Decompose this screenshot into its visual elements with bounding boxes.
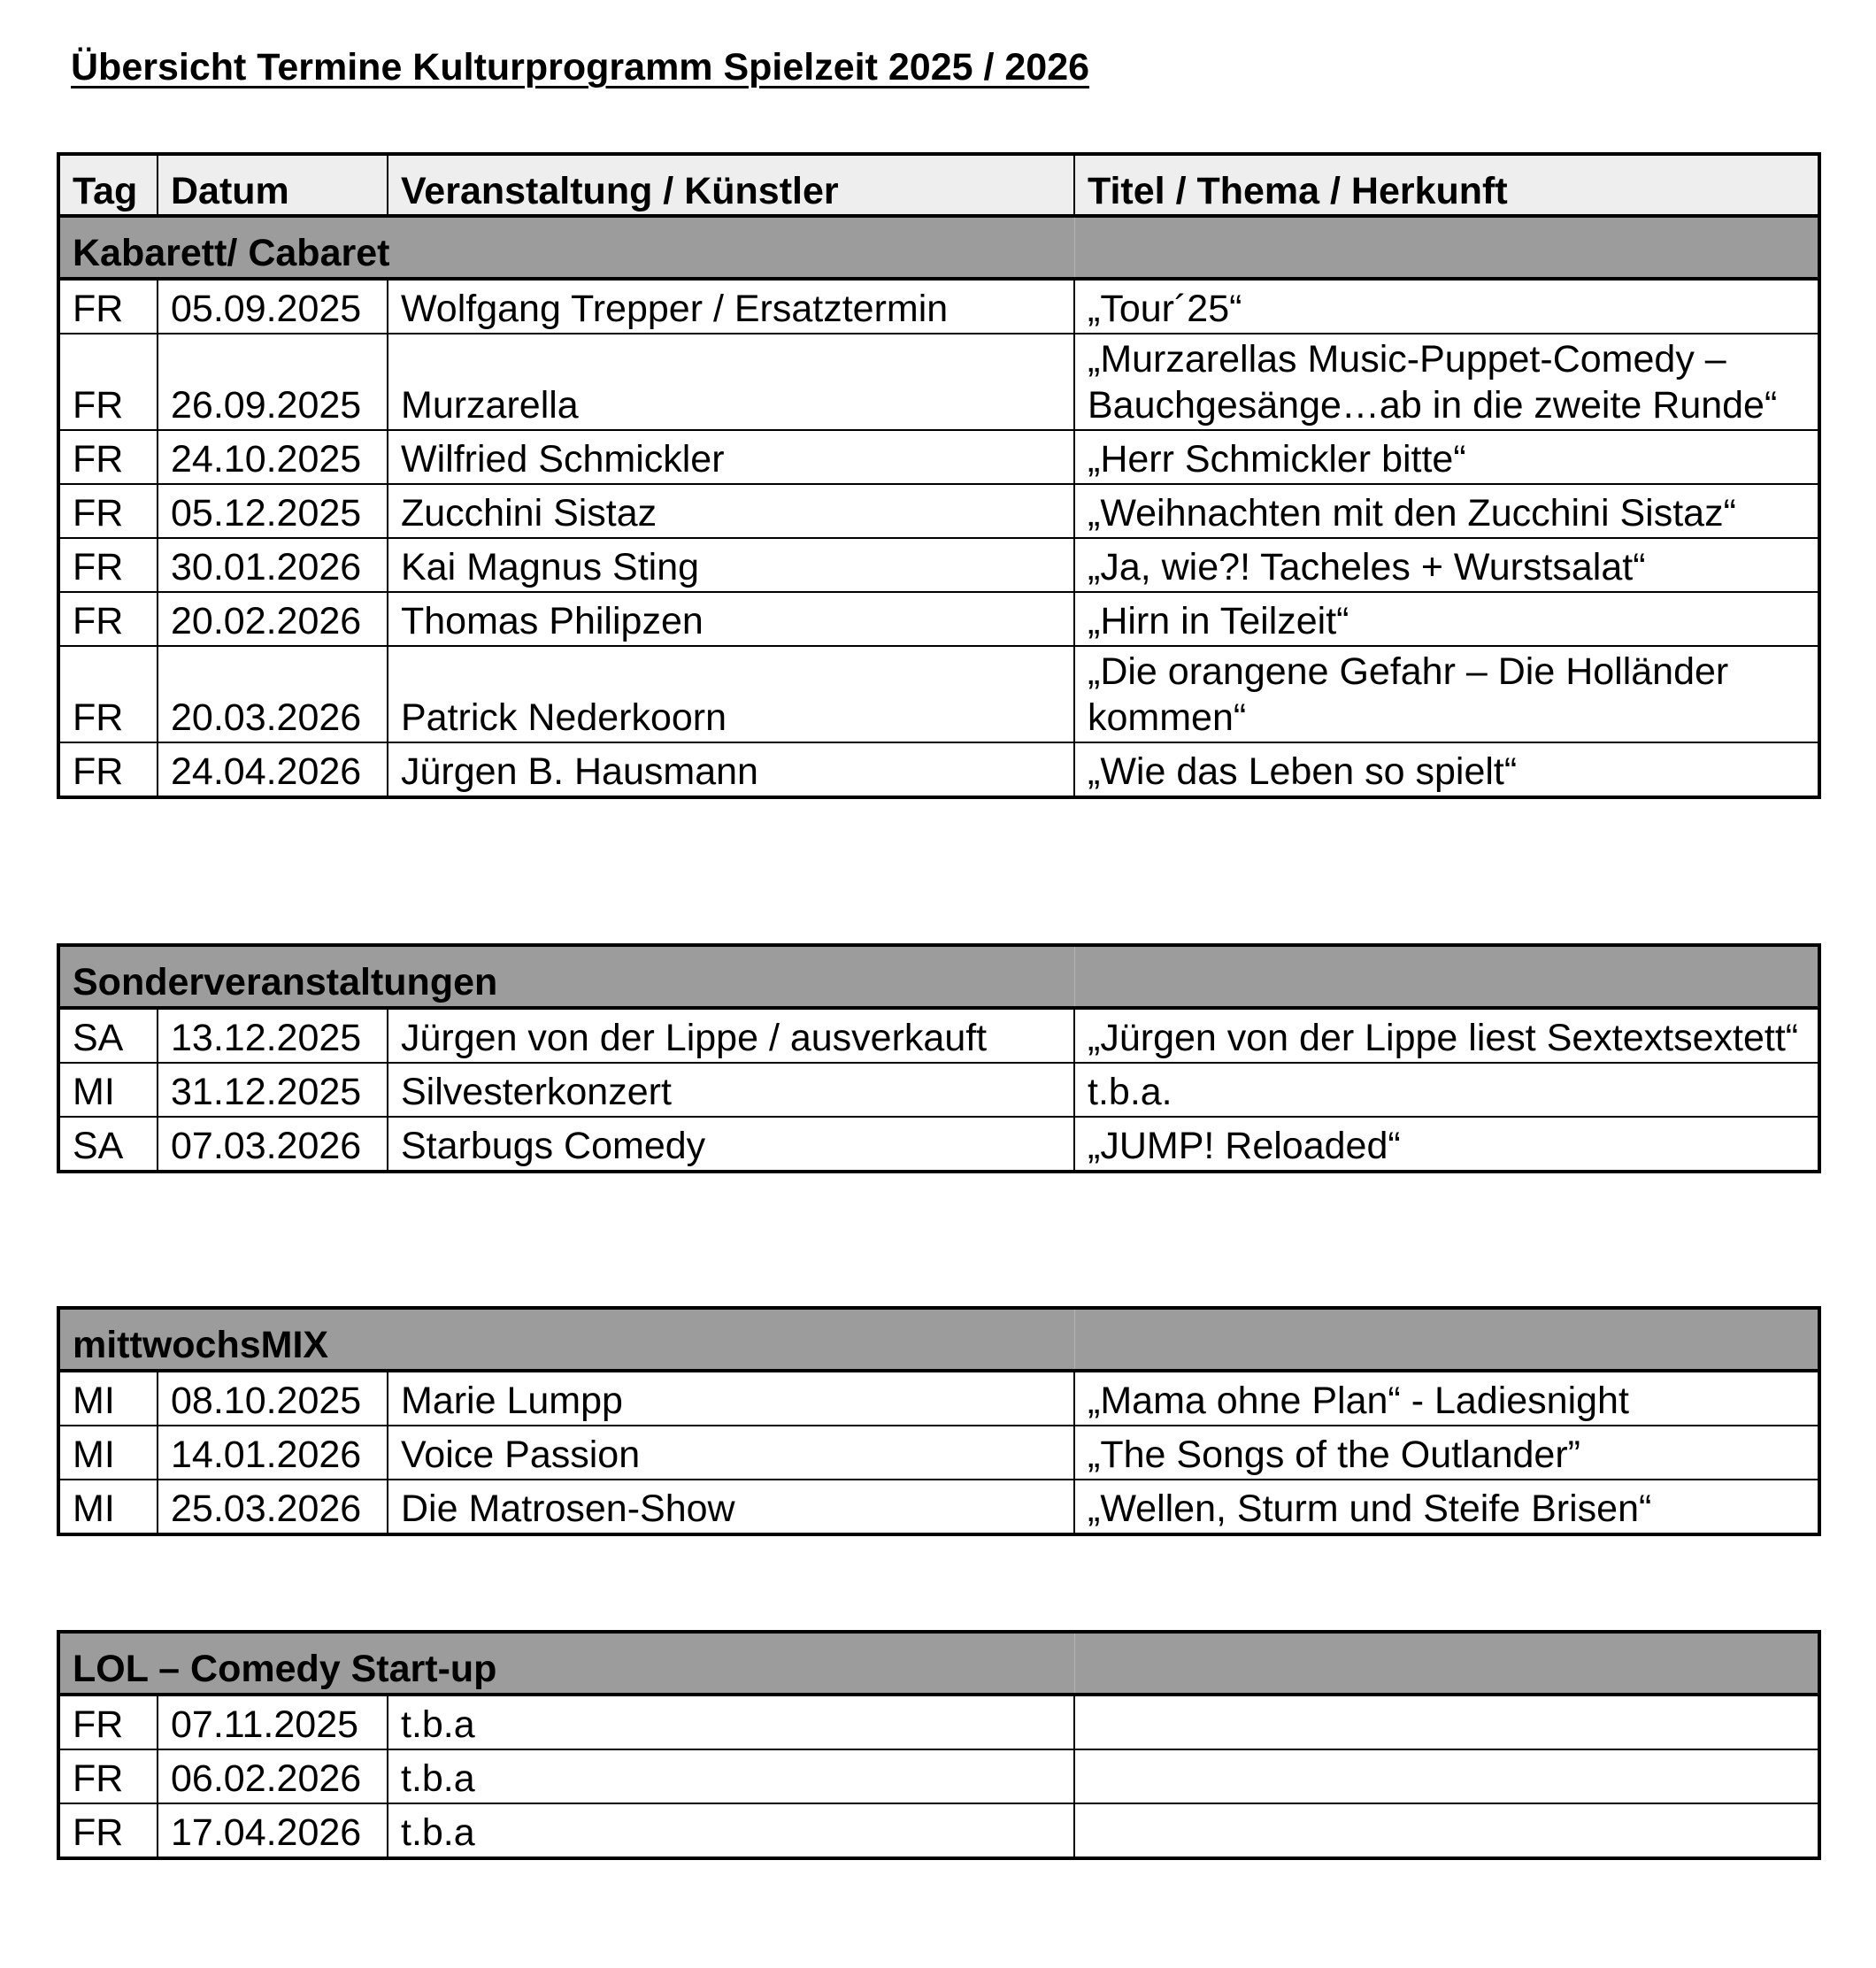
table-header-row [58, 154, 1819, 216]
table-row [58, 1426, 1819, 1480]
table-row [58, 1063, 1819, 1117]
section-title: Sonderveranstaltungen [58, 945, 1074, 1008]
cell-tag: SA [58, 1117, 158, 1172]
table-row [58, 1480, 1819, 1534]
schedule-table-sonderveranstaltungen [57, 943, 1821, 1173]
cell-act: Wilfried Schmickler [388, 430, 1074, 484]
cell-datum: 08.10.2025 [158, 1371, 388, 1426]
section-title: Kabarett/ Cabaret [58, 216, 1074, 279]
table-row [58, 1371, 1819, 1426]
cell-tag: FR [58, 430, 158, 484]
column-header-titel: Titel / Thema / Herkunft [1074, 154, 1819, 216]
cell-act: Die Matrosen-Show [388, 1480, 1074, 1534]
cell-titel [1074, 1695, 1819, 1749]
schedule-table-mittwochsmix [57, 1306, 1821, 1536]
cell-tag: FR [58, 279, 158, 334]
cell-act: Marie Lumpp [388, 1371, 1074, 1426]
column-header-datum: Datum [158, 154, 388, 216]
cell-titel: „The Songs of the Outlander” [1074, 1426, 1819, 1480]
cell-titel: „Die orangene Gefahr – Die Holländer kommen“ [1074, 646, 1819, 742]
cell-act: Wolfgang Trepper / Ersatztermin [388, 279, 1074, 334]
column-header-tag: Tag [58, 154, 158, 216]
table-row [58, 592, 1819, 646]
cell-datum: 17.04.2026 [158, 1803, 388, 1858]
cell-titel: t.b.a. [1074, 1063, 1819, 1117]
cell-titel: „JUMP! Reloaded“ [1074, 1117, 1819, 1172]
document-title: Übersicht Termine Kulturprogramm Spielzeit 2025 / 2026 [71, 46, 1090, 88]
cell-act: Zucchini Sistaz [388, 484, 1074, 538]
cell-datum: 07.11.2025 [158, 1695, 388, 1749]
table-row [58, 1008, 1819, 1063]
table-row [58, 279, 1819, 334]
section-header-row [58, 1632, 1819, 1695]
section-title-filler [1074, 1308, 1819, 1371]
cell-tag: FR [58, 538, 158, 592]
cell-act: Thomas Philipzen [388, 592, 1074, 646]
cell-datum: 05.12.2025 [158, 484, 388, 538]
section-title-filler [1074, 945, 1819, 1008]
cell-titel: „Murzarellas Music-Puppet-Comedy – Bauchgesänge…ab in die zweite Runde“ [1074, 334, 1819, 430]
cell-titel [1074, 1749, 1819, 1803]
cell-act: Murzarella [388, 334, 1074, 430]
cell-act: Silvesterkonzert [388, 1063, 1074, 1117]
cell-datum: 31.12.2025 [158, 1063, 388, 1117]
table-row [58, 538, 1819, 592]
table-row [58, 1117, 1819, 1172]
cell-titel: „Ja, wie?! Tacheles + Wurstsalat“ [1074, 538, 1819, 592]
cell-act: t.b.a [388, 1749, 1074, 1803]
cell-titel: „Tour´25“ [1074, 279, 1819, 334]
cell-datum: 26.09.2025 [158, 334, 388, 430]
cell-tag: MI [58, 1063, 158, 1117]
table-row [58, 646, 1819, 742]
cell-tag: FR [58, 592, 158, 646]
cell-act: t.b.a [388, 1695, 1074, 1749]
cell-titel [1074, 1803, 1819, 1858]
section-header-row [58, 216, 1819, 279]
cell-datum: 13.12.2025 [158, 1008, 388, 1063]
table-row [58, 430, 1819, 484]
cell-datum: 20.02.2026 [158, 592, 388, 646]
cell-titel: „Wellen, Sturm und Steife Brisen“ [1074, 1480, 1819, 1534]
cell-act: t.b.a [388, 1803, 1074, 1858]
cell-tag: FR [58, 742, 158, 797]
cell-act: Jürgen von der Lippe / ausverkauft [388, 1008, 1074, 1063]
cell-titel: „Wie das Leben so spielt“ [1074, 742, 1819, 797]
table-row [58, 484, 1819, 538]
table-row [58, 1749, 1819, 1803]
table-row [58, 334, 1819, 430]
section-title-filler [1074, 1632, 1819, 1695]
cell-tag: MI [58, 1371, 158, 1426]
cell-tag: FR [58, 484, 158, 538]
cell-tag: MI [58, 1426, 158, 1480]
cell-titel: „Herr Schmickler bitte“ [1074, 430, 1819, 484]
cell-tag: FR [58, 1803, 158, 1858]
cell-titel: „Mama ohne Plan“ - Ladiesnight [1074, 1371, 1819, 1426]
section-title: mittwochsMIX [58, 1308, 1074, 1371]
cell-tag: FR [58, 1749, 158, 1803]
cell-datum: 24.04.2026 [158, 742, 388, 797]
table-row [58, 1695, 1819, 1749]
cell-datum: 14.01.2026 [158, 1426, 388, 1480]
section-title: LOL – Comedy Start-up [58, 1632, 1074, 1695]
cell-tag: FR [58, 646, 158, 742]
table-row [58, 742, 1819, 797]
cell-tag: FR [58, 334, 158, 430]
cell-titel: „Jürgen von der Lippe liest Sextextsextett“ [1074, 1008, 1819, 1063]
cell-titel: „Weihnachten mit den Zucchini Sistaz“ [1074, 484, 1819, 538]
cell-datum: 30.01.2026 [158, 538, 388, 592]
column-header-veranstaltung: Veranstaltung / Künstler [388, 154, 1074, 216]
schedule-table-kabarett [57, 152, 1821, 799]
schedule-table-lol-comedy [57, 1630, 1821, 1860]
cell-act: Kai Magnus Sting [388, 538, 1074, 592]
section-header-row [58, 945, 1819, 1008]
cell-datum: 25.03.2026 [158, 1480, 388, 1534]
cell-datum: 07.03.2026 [158, 1117, 388, 1172]
table-row [58, 1803, 1819, 1858]
cell-datum: 24.10.2025 [158, 430, 388, 484]
section-header-row [58, 1308, 1819, 1371]
cell-tag: MI [58, 1480, 158, 1534]
cell-titel: „Hirn in Teilzeit“ [1074, 592, 1819, 646]
cell-datum: 06.02.2026 [158, 1749, 388, 1803]
cell-act: Jürgen B. Hausmann [388, 742, 1074, 797]
cell-datum: 05.09.2025 [158, 279, 388, 334]
cell-act: Patrick Nederkoorn [388, 646, 1074, 742]
cell-tag: FR [58, 1695, 158, 1749]
cell-act: Voice Passion [388, 1426, 1074, 1480]
cell-tag: SA [58, 1008, 158, 1063]
cell-datum: 20.03.2026 [158, 646, 388, 742]
cell-act: Starbugs Comedy [388, 1117, 1074, 1172]
section-title-filler [1074, 216, 1819, 279]
